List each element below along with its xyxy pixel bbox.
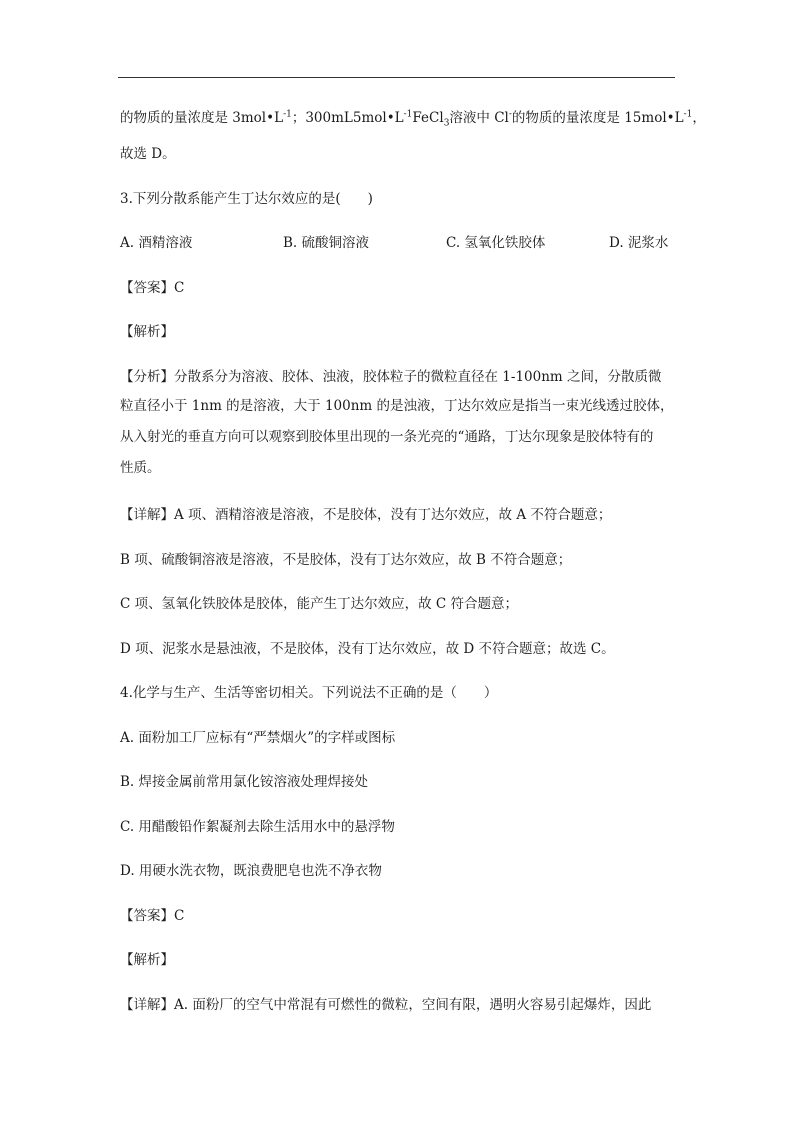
question-3-analysis-line-2: 粒直径小于 1nm 的是溶液，大于 100nm 的是浊液，丁达尔效应是指当一束光线透过胶体， bbox=[120, 398, 674, 414]
question-3-option-c: C. 氢氧化铁胶体 bbox=[446, 235, 546, 251]
question-3-option-b: B. 硫酸铜溶液 bbox=[283, 235, 370, 251]
question-4-option-a: A. 面粉加工厂应标有“严禁烟火”的字样或图标 bbox=[120, 730, 396, 746]
header-rule bbox=[118, 77, 675, 78]
question-3-answer: 【答案】C bbox=[120, 280, 185, 296]
prev-answer-line-1: 的物质的量浓度是 $3mol•L^{-1}$；$300mL5mol•L^{-1}FeCl_3$溶液中 Cl-的物质的量浓度是 $15mol•L^{-1}$， bbox=[120, 109, 706, 129]
question-3-option-d: D. 泥浆水 bbox=[609, 235, 669, 251]
question-4-option-c: C. 用醋酸铅作絮凝剂去除生活用水中的悬浮物 bbox=[120, 819, 395, 835]
question-4-option-b: B. 焊接金属前常用氯化铵溶液处理焊接处 bbox=[120, 774, 369, 790]
question-4-stem: 4.化学与生产、生活等密切相关。下列说法不正确的是（ ） bbox=[120, 685, 498, 701]
question-3-detail-line-4: D 项、泥浆水是悬浊液，不是胶体，没有丁达尔效应，故 D 不符合题意；故选 C。 bbox=[120, 641, 615, 657]
question-3-detail-line-1: 【详解】A 项、酒精溶液是溶液，不是胶体，没有丁达尔效应，故 A 不符合题意； bbox=[120, 507, 612, 523]
question-3-stem: 3.下列分散系能产生丁达尔效应的是( ) bbox=[120, 191, 373, 207]
question-3-analysis-heading: 【解析】 bbox=[120, 324, 174, 340]
question-3-analysis-line-4: 性质。 bbox=[120, 460, 161, 476]
question-4-analysis-heading: 【解析】 bbox=[120, 952, 174, 968]
prev-answer-line-2: 故选 D。 bbox=[120, 146, 176, 162]
question-4-answer: 【答案】C bbox=[120, 908, 185, 924]
question-3-option-a: A. 酒精溶液 bbox=[120, 235, 193, 251]
question-4-option-d: D. 用硬水洗衣物，既浪费肥皂也洗不净衣物 bbox=[120, 863, 382, 879]
question-3-detail-line-3: C 项、氢氧化铁胶体是胶体，能产生丁达尔效应，故 C 符合题意； bbox=[120, 596, 519, 612]
question-4-detail-line-1: 【详解】A. 面粉厂的空气中常混有可燃性的微粒，空间有限，遇明火容易引起爆炸，因此 bbox=[120, 997, 652, 1013]
question-3-analysis-line-1: 【分析】分散系分为溶液、胶体、浊液，胶体粒子的微粒直径在 1-100nm 之间，分散质微 bbox=[120, 369, 662, 385]
question-3-analysis-line-3: 从入射光的垂直方向可以观察到胶体里出现的一条光亮的“通路，丁达尔现象是胶体特有的 bbox=[120, 429, 654, 445]
question-3-detail-line-2: B 项、硫酸铜溶液是溶液，不是胶体，没有丁达尔效应，故 B 不符合题意； bbox=[120, 552, 572, 568]
